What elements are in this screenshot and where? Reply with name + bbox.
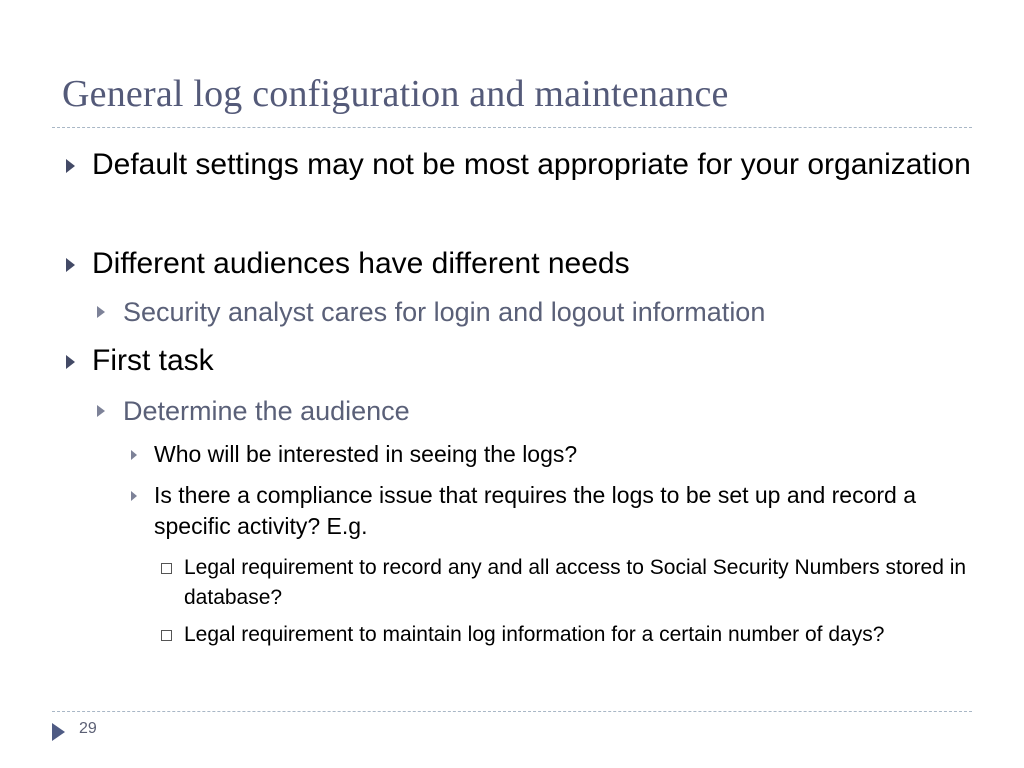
bullet-legal-record: Legal requirement to record any and all access to Social Security Numbers stored in database? xyxy=(184,556,967,610)
triangle-bullet-icon xyxy=(66,159,75,173)
bullet-security-analyst: Security analyst cares for login and logout information xyxy=(123,297,766,327)
footer-arrow-icon xyxy=(52,723,65,741)
footer-divider xyxy=(52,711,972,712)
square-bullet-icon xyxy=(161,563,172,574)
small-triangle-bullet-icon xyxy=(131,450,137,460)
triangle-bullet-icon xyxy=(66,258,75,272)
bullet-determine-audience: Determine the audience xyxy=(123,396,410,426)
page-number: 29 xyxy=(79,720,97,737)
small-triangle-bullet-icon xyxy=(97,306,105,318)
bullet-default-settings: Default settings may not be most appropriate for your organization xyxy=(92,148,971,181)
slide-title: General log configuration and maintenance xyxy=(62,73,729,115)
small-triangle-bullet-icon xyxy=(97,405,105,417)
triangle-bullet-icon xyxy=(66,355,75,369)
bullet-legal-maintain: Legal requirement to maintain log information for a certain number of days? xyxy=(184,623,885,646)
square-bullet-icon xyxy=(161,630,172,641)
bullet-who-interested: Who will be interested in seeing the logs? xyxy=(154,441,578,467)
bullet-compliance-issue: Is there a compliance issue that requires the logs to be set up and record a specific activity? E.g. xyxy=(154,482,916,540)
bullet-first-task: First task xyxy=(92,344,214,377)
bullet-different-audiences: Different audiences have different needs xyxy=(92,247,630,280)
small-triangle-bullet-icon xyxy=(131,491,137,501)
